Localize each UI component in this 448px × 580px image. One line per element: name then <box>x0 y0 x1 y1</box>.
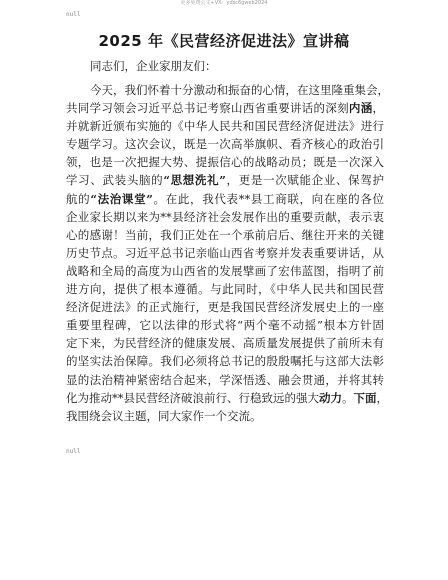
text-run: 化为推动**县民营经济破浪前行、行稳致远的强大 <box>66 390 319 405</box>
text-run: 今天，我们怀着十分激动和振奋的心情，在这里隆重集会， <box>90 83 389 97</box>
paragraph-line <box>66 262 384 280</box>
paragraph-line <box>66 334 384 352</box>
greeting-line: 同志们，企业家朋友们： <box>90 59 217 73</box>
paragraph-line <box>66 208 384 226</box>
paragraph-line <box>66 171 384 189</box>
text-run: ， <box>376 390 388 405</box>
paragraph-line <box>66 298 384 316</box>
paragraph-line <box>66 352 384 370</box>
paragraph-line <box>66 135 384 153</box>
paragraph-line <box>66 371 384 389</box>
paragraph-line <box>66 389 388 407</box>
null-marker-top: null <box>66 11 81 18</box>
text-run: 领，也是一次把握大势、提振信心的战略动员；既是一次深入 <box>66 155 384 170</box>
null-marker-bottom: null <box>66 448 81 455</box>
text-run: 定下来，为民营经济的健康发展、高质量发展提供了前所未有 <box>66 336 384 351</box>
text-run: 心的感谢！当前，我们正处在一个承前启后、继往开来的关键 <box>66 227 384 242</box>
text-run: 经济促进法》的正式施行，更是我国民营经济发展史上的一座 <box>66 300 384 315</box>
text-run: 专题学习。这次会议，既是一次高举旗帜、看齐核心的政治引 <box>66 137 384 152</box>
paragraph-line <box>66 226 384 244</box>
text-run: 航的 <box>66 191 91 206</box>
paragraph-line <box>66 244 384 262</box>
text-run: 我围绕会议主题，同大家作一个交流。 <box>66 408 262 423</box>
text-run: 战略和全局的高度为山西省的发展擘画了宏伟蓝图，指明了前 <box>66 263 384 278</box>
text-run: ，更是一次赋能企业、保驾护 <box>225 173 385 188</box>
paragraph-line <box>66 190 384 208</box>
paragraph-line <box>66 99 384 117</box>
text-run: 下面 <box>353 390 377 405</box>
document-title: 2025 年《民营经济促进法》宣讲稿 <box>98 32 350 50</box>
text-run: 显的法治精神紧密结合起来，学深悟透、融会贯通，并将其转 <box>66 372 384 387</box>
text-run: 重要里程碑，它以法律的形式将“两个毫不动摇”根本方针固 <box>66 318 384 333</box>
paragraph-line <box>66 280 384 298</box>
watermark-text: 更多免费公文+VX：ydsc6gweb2024 <box>180 0 268 6</box>
paragraph-line <box>66 153 384 171</box>
paragraph-line <box>66 316 384 334</box>
text-run: 。在此，我代表**县工商联，向在座的各位 <box>152 191 385 206</box>
text-run: 历史节点。习近平总书记亲临山西省考察并发表重要讲话，从 <box>66 245 384 260</box>
text-run: “法治课堂” <box>90 191 153 206</box>
paragraph-line <box>66 117 384 135</box>
text-run: 内涵 <box>348 101 373 116</box>
text-run: 动力 <box>319 390 342 405</box>
text-run: 企业家长期以来为**县经济社会发展作出的重要贡献，表示衷 <box>66 209 384 224</box>
text-run: 学习、武装头脑的 <box>66 173 164 188</box>
text-run: 并就新近颁布实施的《中华人民共和国民营经济促进法》进行 <box>66 119 384 134</box>
text-run: “思想洗礼” <box>163 173 226 188</box>
text-run: 共同学习领会习近平总书记考察山西省重要讲话的深刻 <box>66 101 349 116</box>
text-run: 。 <box>342 390 354 405</box>
speech-paragraph <box>66 81 389 425</box>
paragraph-line <box>66 81 389 99</box>
text-run: ， <box>372 101 384 116</box>
text-run: 的坚实法治保障。我们必须将总书记的殷殷嘱托与这部大法彰 <box>66 354 384 369</box>
paragraph-line <box>66 407 384 425</box>
text-run: 进方向，提供了根本遵循。与此同时，《中华人民共和国民营 <box>66 282 384 297</box>
